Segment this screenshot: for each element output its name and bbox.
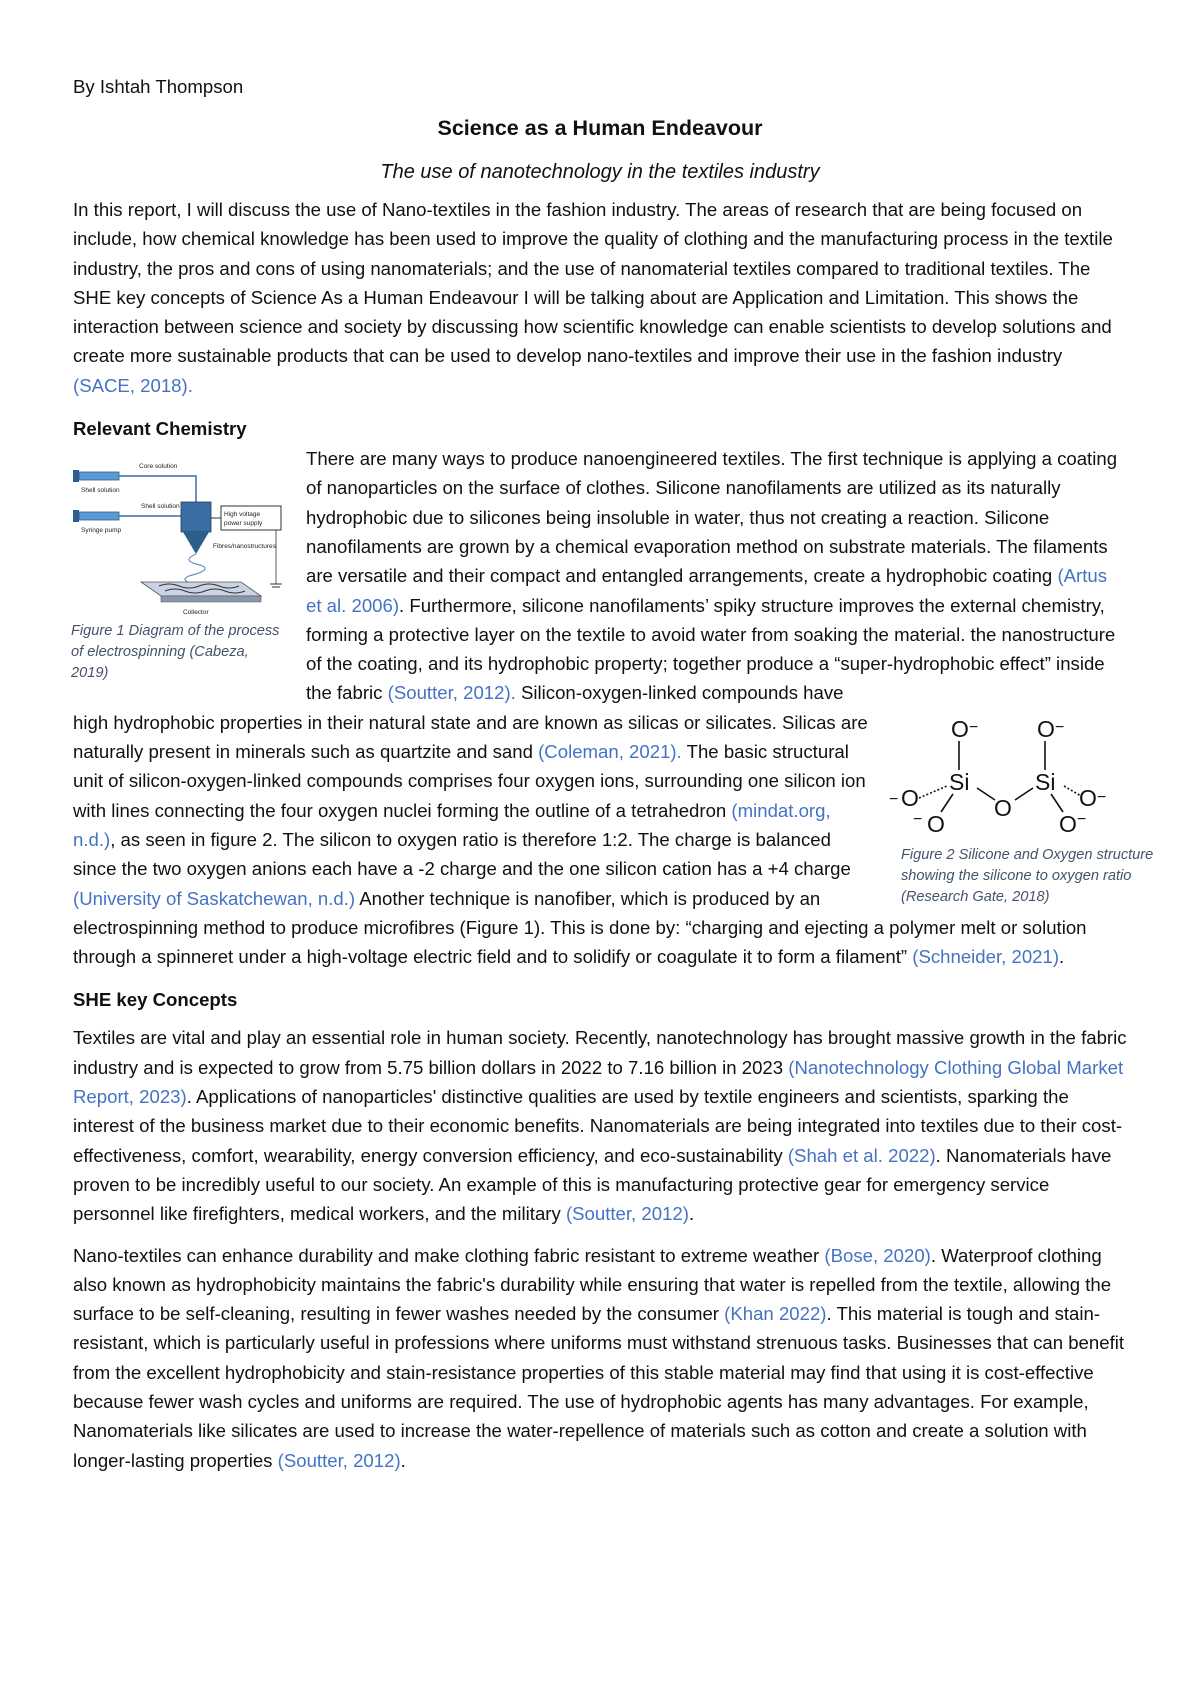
figure-2-caption: Figure 2 Silicone and Oxygen structure showing the silicone to oxygen ratio (Research Gate, 2018) [901,847,1154,906]
citation-soutter-2: (Soutter, 2012) [565,1203,689,1225]
figure-1 [71,454,286,684]
document-title: Science as a Human Endeavour [437,116,763,140]
label-fibres: Fibres/nanostructures [213,543,276,551]
citation-mindat: (mindat.org, n.d.) [73,799,831,850]
charge-minus-4: − [1097,789,1107,807]
electrospinning-diagram [71,454,286,619]
figure-2 [887,712,1157,908]
chem-text-7: . [1059,946,1065,968]
she-paragraph-1 [73,1023,1127,1228]
she1-text-4: . [688,1203,695,1225]
atom-o-bottom-right: O [1059,811,1077,838]
label-shell-solution-mid: Shell solution [141,503,180,511]
chem-text-3: Silicon-oxygen-linked compounds have high hydrophobic properties in their natural state and are known as silicas or silicates. Silicas are naturally present in minerals such as quartzite and sand [73,682,868,763]
citation-saskatchewan: (University of Saskatchewan, n.d.) [73,887,356,909]
she2-text-4: . [400,1449,406,1471]
charge-minus-6: − [1077,811,1087,829]
atom-o-top-right: O [1037,716,1055,743]
citation-shah: (Shah et al. 2022) [787,1144,936,1166]
citation-bose: (Bose, 2020) [824,1244,931,1266]
she1-text-2: . Applications of nanoparticles' distinctive qualities are used by textile engineers and scientists, sparking the interest of the business market due to their economic benefits. Nanomaterials are being integrated into textiles due to their cost-effectiveness, comfort, wearability, energy conversion efficiency, and eco-sustainability [73,1086,1123,1166]
silicate-structure-diagram [889,712,1139,837]
chem-text-4: The basic structural unit of silicon-oxygen-linked compounds comprises four oxygen ions, surrounding one silicon ion with lines connecting the four oxygen nuclei forming the outline of a tetrahedron [73,741,866,821]
charge-minus-1: − [969,719,979,737]
document-subtitle: The use of nanotechnology in the textiles industry [380,161,820,183]
chem-text-1: There are many ways to produce nanoengineered textiles. The first technique is applying a coating of nanoparticles on the surface of clothes. Silicone nanofilaments are utilized as its naturally hydrophobic due to silicones being insoluble in water, thus not creating a reaction. Silicone nanofilaments are grown by a chemical evaporation method on substrate materials. The filaments are versatile and their compact and entangled arrangements, create a hydrophobic coating [306,448,1118,587]
citation-market-report: (Nanotechnology Clothing Global Market Report, 2023) [73,1056,1124,1108]
she2-text-3: . This material is tough and stain-resistant, which is particularly useful in professions where uniforms must withstand strenuous tasks. Businesses that can benefit from the excellent hydrophobicity and stain-resistance properties of this stable material may find that using it is cost-effective because fewer wash cycles and uniforms are required. The use of hydrophobic agents has many advantages. For example, Nanomaterials like silicates are used to increase the water-repellence of materials such as cotton and create a solution with longer-lasting properties [73,1303,1125,1471]
heading-she-key-concepts: SHE key Concepts [73,989,238,1011]
label-core-solution: Core solution [139,463,178,471]
atom-o-left: O [901,785,919,812]
chem-text-2: . Furthermore, silicone nanofilaments’ spiky structure improves the external chemistry, forming a protective layer on the textile to avoid water from soaking the material. the nanostructure of the coating, and its hydrophobic property; together produce a “super-hydrophobic effect” inside the fabric [306,594,1116,704]
label-syringe-pump: Syringe pump [81,527,122,535]
figure-1-caption: Figure 1 Diagram of the process of electrospinning (Cabeza, 2019) [71,623,280,682]
label-collector: Collector [183,609,209,617]
atom-o-bridge: O [994,795,1012,822]
charge-minus-3: − [889,791,899,809]
author-line: By Ishtah Thompson [73,76,244,97]
she-paragraph-2 [73,1241,1127,1475]
atom-si-left: Si [949,769,970,796]
label-shell-solution-left: Shell solution [81,487,120,495]
label-high-voltage: High voltage [224,511,261,519]
intro-text: In this report, I will discuss the use of Nano-textiles in the fashion industry. The areas of research that are being focused on include, how chemical knowledge has been used to improve the quality of clothing and the manufacturing process in the textile industry, the pros and cons of using nanomaterials; and the use of nanomaterial textiles compared to traditional textiles. The SHE key concepts of Science As a Human Endeavour I will be talking about are Application and Limitation. This shows the interaction between science and society by discussing how scientific knowledge can enable scientists to develop solutions and create more sustainable products that can be used to develop nano-textiles and improve their use in the fashion industry [73,199,1113,367]
citation-artus: (Artus et al. 2006) [306,565,1108,616]
atom-o-right: O [1079,785,1097,812]
citation-khan: (Khan 2022) [724,1303,827,1325]
citation-schneider: (Schneider, 2021) [912,946,1060,968]
heading-relevant-chemistry: Relevant Chemistry [73,418,247,440]
atom-o-top-left: O [951,716,969,743]
intro-paragraph [73,195,1127,400]
charge-minus-5: − [913,811,923,829]
atom-o-bottom-left: O [927,811,945,838]
chem-text-5: , as seen in figure 2. The silicon to oxygen ratio is therefore 1:2. The charge is balanced since the two oxygen anions each have a -2 charge and the one silicon cation has a +4 charge [73,828,851,880]
she1-text-3: . Nanomaterials have proven to be incredibly useful to our society. An example of this is manufacturing protective gear for emergency service personnel like firefighters, medical workers, and the military [73,1144,1112,1225]
charge-minus-2: − [1055,719,1065,737]
label-power-supply: power supply [224,520,263,528]
atom-si-right: Si [1035,769,1056,796]
she2-text-2: . Waterproof clothing also known as hydrophobicity maintains the fabric's durability while ensuring that water is repelled from the textile, allowing the surface to be self-cleaning, resulting in fewer washes needed by the consumer [73,1244,1112,1325]
citation-soutter-3: (Soutter, 2012) [277,1449,401,1471]
citation-coleman: (Coleman, 2021). [538,741,682,763]
she2-text-1: Nano-textiles can enhance durability and make clothing fabric resistant to extreme weather [73,1244,825,1266]
citation-soutter-1: (Soutter, 2012). [387,682,516,704]
she1-text-1: Textiles are vital and play an essential role in human society. Recently, nanotechnology has brought massive growth in the fabric industry and is expected to grow from 5.75 billion dollars in 2022 to 7.16 billion in 2023 [73,1027,1127,1078]
citation-sace: (SACE, 2018). [73,374,193,396]
chem-text-6: Another technique is nanofiber, which is produced by an electrospinning method to produce microfibres (Figure 1). This is done by: “charging and ejecting a polymer melt or solution through a spinneret under a high-voltage electric field and to solidify or coagulate it to form a filament” [73,887,1087,968]
